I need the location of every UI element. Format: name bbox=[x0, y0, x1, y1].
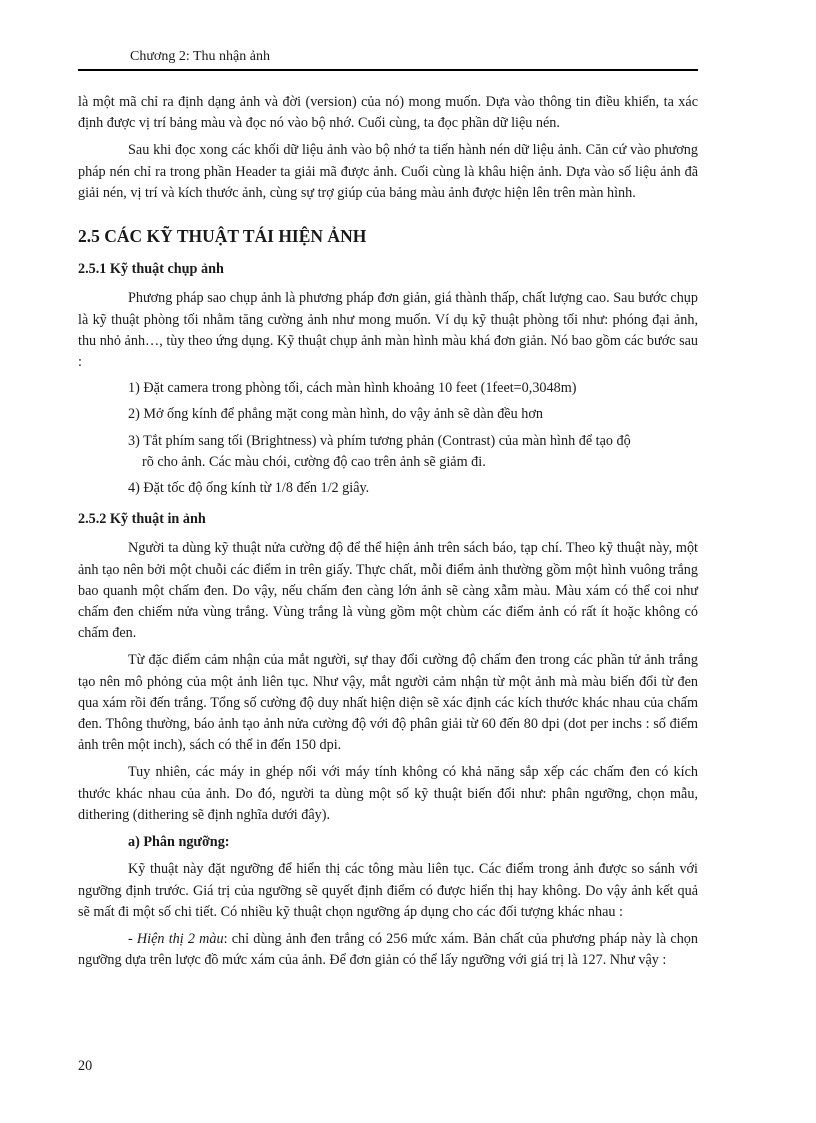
paragraph: Tuy nhiên, các máy in ghép nối với máy tính không có khả năng sắp xếp các chấm đen có kích thước khác nhau của ảnh. Do đó, người ta dùng một số kỹ thuật biến đổi như: phân ngưỡng, chọn mẫu, dithering (dithering sẽ định nghĩa dưới đây). bbox=[78, 764, 698, 823]
step-item: 1) Đặt camera trong phòng tối, cách màn hình khoảng 10 feet (1feet=0,3048m) bbox=[128, 380, 577, 397]
paragraph bbox=[78, 929, 698, 971]
paragraph: Từ đặc điểm cảm nhận của mắt người, sự thay đổi cường độ chấm đen trong các phần tử ảnh trắng tạo nên mô phỏng của một ảnh liên tục. Như vậy, mắt người cảm nhận từ một ảnh mà màu biến đổi từ đen qua xám rồi đến trắng. Tổng số cường độ duy nhất hiện diện sẽ xác định các kích thước khác nhau của chấm đen. Thông thường, báo ảnh tạo ảnh nửa cường độ với độ phân giải từ 60 đến 80 dpi (dot per inchs : số điểm ảnh trên một inch), sách có thể in đến 150 dpi. bbox=[78, 652, 698, 754]
paragraph: Sau khi đọc xong các khối dữ liệu ảnh vào bộ nhớ ta tiến hành nén dữ liệu ảnh. Căn cứ vào phương pháp nén chỉ ra trong phần Header ta giải mã được ảnh. Cuối cùng là khâu hiện ảnh. Dựa vào số liệu ảnh đã giải nén, vị trí và kích thước ảnh, cùng sự trợ giúp của bảng màu ảnh được hiện lên trên màn hình. bbox=[78, 142, 698, 201]
subsection-heading: 2.5.2 Kỹ thuật in ảnh bbox=[78, 511, 206, 528]
subsection-a-heading: a) Phân ngưỡng: bbox=[128, 834, 230, 851]
step-item: 2) Mở ống kính để phẳng mặt cong màn hình, do vậy ảnh sẽ dàn đều hơn bbox=[128, 406, 543, 423]
paragraph: Phương pháp sao chụp ảnh là phương pháp đơn giản, giá thành thấp, chất lượng cao. Sau bước chụp là kỹ thuật phòng tối nhằm tăng cường ảnh như mong muốn. Ví dụ kỹ thuật phòng tối như: phóng đại ảnh, thu nhỏ ảnh…, tùy theo ứng dụng. Kỹ thuật chụp ảnh màn hình màu khá đơn giản. Nó bao gồm các bước sau : bbox=[78, 290, 698, 371]
paragraph: là một mã chỉ ra định dạng ảnh và đời (version) của nó) mong muốn. Dựa vào thông tin điều khiển, ta xác định được vị trí bảng màu và đọc nó vào bộ nhớ. Cuối cùng, ta đọc phần dữ liệu nén. bbox=[78, 94, 698, 132]
section-heading: 2.5 CÁC KỸ THUẬT TÁI HIỆN ẢNH bbox=[78, 226, 367, 247]
paragraph: Kỹ thuật này đặt ngưỡng để hiển thị các tông màu liên tục. Các điểm trong ảnh được so sánh với ngưỡng định trước. Giá trị của ngưỡng sẽ quyết định điểm có được hiển thị hay không. Do vậy ảnh kết quả sẽ mất đi một số chi tiết. Có nhiều kỹ thuật chọn ngưỡng áp dụng cho các đối tượng khác nhau : bbox=[78, 861, 698, 920]
page-number: 20 bbox=[78, 1058, 93, 1074]
step-text-continued: rõ cho ảnh. Các màu chói, cường độ cao trên ảnh sẽ giảm đi. bbox=[142, 453, 486, 470]
italic-label: - Hiện thị 2 màu bbox=[128, 930, 224, 947]
page-content bbox=[78, 92, 698, 971]
running-header: Chương 2: Thu nhận ảnh bbox=[130, 49, 270, 64]
subsection-heading: 2.5.1 Kỹ thuật chụp ảnh bbox=[78, 261, 224, 278]
step-item bbox=[78, 431, 698, 473]
header-rule bbox=[78, 69, 698, 71]
paragraph: Người ta dùng kỹ thuật nửa cường độ để thể hiện ảnh trên sách báo, tạp chí. Theo kỹ thuật này, một ảnh tạo nên bởi một chuỗi các điểm in trên giấy. Thực chất, mỗi điểm ảnh thường gồm một hình vuông trắng bao quanh một chấm đen. Do vậy, nếu chấm đen càng lớn ảnh sẽ càng xẫm màu. Màu xám có thể coi như chấm đen chiếm nửa vùng trắng. Vùng trắng là vùng gồm một chùm các điểm ảnh có rất ít hoặc không có chấm đen. bbox=[78, 540, 698, 642]
step-text: 3) Tắt phím sang tối (Brightness) và phím tương phản (Contrast) của màn hình để tạo độ bbox=[128, 432, 631, 449]
step-item: 4) Đặt tốc độ ống kính từ 1/8 đến 1/2 giây. bbox=[128, 480, 370, 497]
paragraph-text: : chỉ dùng ảnh đen trắng có 256 mức xám. Bản chất của phương pháp này là chọn ngưỡng dựa trên lược đồ mức xám của ảnh. Để đơn giản có thể lấy ngưỡng với giá trị là 127. Như vậy : bbox=[78, 930, 698, 969]
